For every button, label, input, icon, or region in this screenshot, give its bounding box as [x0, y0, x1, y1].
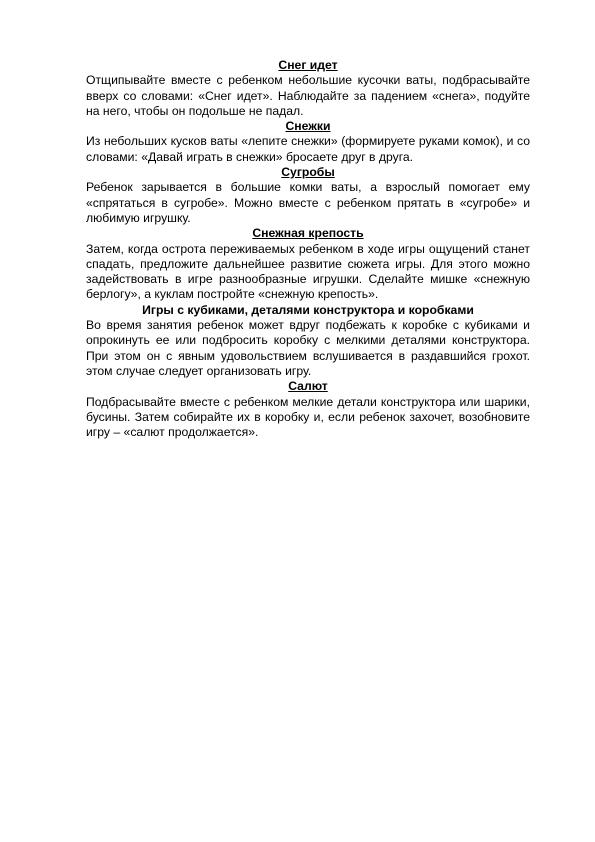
- section-title: Снежки: [285, 119, 331, 134]
- section-text: Отщипывайте вместе с ребенком небольшие кусочки ваты, подбрасывайте вверх со словами: «Снег идет». Наблюдайте за падением «снега», подуйте на него, чтобы он подольше не падал.: [86, 73, 530, 118]
- section-text: Подбрасывайте вместе с ребенком мелкие детали конструктора или шарики, бусины. Затем собирайте их в коробку и, если ребенок захочет, возобновите игру – «салют продолжается».: [86, 394, 530, 440]
- section-text: Ребенок зарывается в большие комки ваты, а взрослый помогает ему «спрятаться в сугробе». Можно вместе с ребенком прятать в «сугробе» и любимую игрушку.: [86, 180, 530, 225]
- section-title: Салют: [288, 379, 328, 394]
- section-salyut: [86, 379, 530, 440]
- section-title: Сугробы: [281, 165, 335, 180]
- section-snezhki: [86, 119, 530, 165]
- section-sneg-idet: [86, 58, 530, 119]
- document-page: [86, 58, 530, 440]
- section-text: Затем, когда острота переживаемых ребенком в ходе игры ощущений станет спадать, предложите дальнейшее развитие сюжета игры. Для этого можно задействовать в игре разнообразные игрушки. Сделайте мишке «снежную берлогу», а куклам постройте «снежную крепость».: [86, 241, 530, 302]
- section-title: Снежная крепость: [252, 226, 364, 241]
- section-title: Снег идет: [278, 58, 338, 72]
- section-text: Из небольших кусков ваты «лепите снежки» (формируете руками комок), и со словами: «Давай играть в снежки» бросаете друг в друга.: [86, 134, 530, 164]
- section-sugroby: [86, 165, 530, 226]
- section-title: Игры с кубиками, деталями конструктора и коробками: [142, 302, 474, 317]
- section-igry-s-kubikami: [86, 303, 530, 379]
- section-text: Во время занятия ребенок может вдруг подбежать к коробке с кубиками и опрокинуть ее или подбросить коробку с мелкими деталями конструктора. При этом он с явным удовольствием вслушивается в раздавшийся грохот. этом случае следует организовать игру.: [86, 318, 530, 378]
- section-snezhnaya-krepost: [86, 226, 530, 302]
